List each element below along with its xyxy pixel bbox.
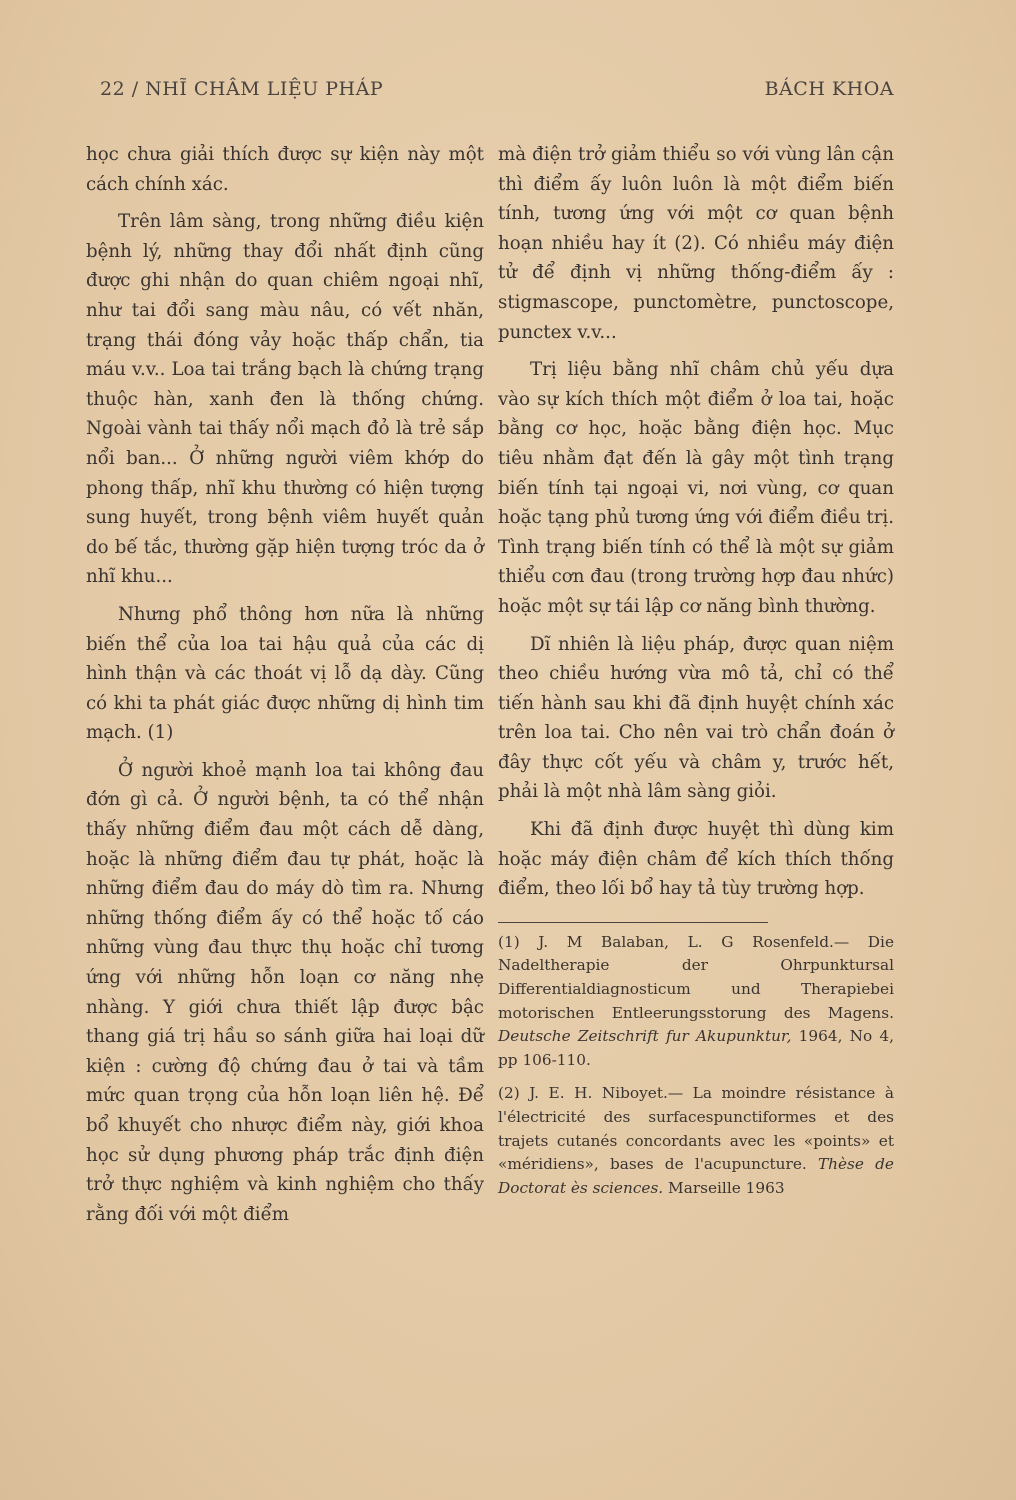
left-column [86, 140, 484, 1237]
left-paragraph-3: Nhưng phổ thông hơn nữa là những biến thể của loa tai hậu quả của các dị hình thận và các thoát vị lỗ dạ dày. Cũng có khi ta phát giác được những dị hình tim mạch. (1) [86, 603, 484, 744]
right-column [498, 140, 894, 1210]
footnote-1-tail: 1964, No 4, pp 106-110. [498, 1027, 894, 1069]
footnote-2 [498, 1082, 894, 1200]
footnote-2-text: (2) J. E. H. Niboyet.— La moindre résistance à l'électricité des surfacespunctiformes et des trajets cutanés concordants avec les «points» et «méridiens», bases de l'acupuncture. [498, 1084, 894, 1174]
footnote-2-tail: Marseille 1963 [668, 1178, 785, 1197]
footnote-1-text: (1) J. M Balaban, L. G Rosenfeld.— Die Nadeltherapie der Ohrpunktursal Differentialdiagnosticum und Therapiebei motorischen Entleerungsstorung des Magens. [498, 932, 894, 1022]
right-paragraph-3: Dĩ nhiên là liệu pháp, được quan niệm theo chiều hướng vừa mô tả, chỉ có thể tiến hành sau khi đã định huyệt chính xác trên loa tai. Cho nên vai trò chẩn đoán ở đây thực cốt yếu và châm y, trước hết, phải là một nhà lâm sàng giỏi. [498, 633, 894, 803]
footnote-1 [498, 931, 894, 1073]
left-paragraph-2: Trên lâm sàng, trong những điều kiện bệnh lý, những thay đổi nhất định cũng được ghi nhận do quan chiêm ngoại nhĩ, như tai đổi sang màu nâu, có vết nhăn, trạng thái đóng vảy hoặc thấp chẩn, tia máu v.v.. Loa tai trắng bạch là chứng trạng thuộc hàn, xanh đen là thống chứng. Ngoài vành tai thấy nổi mạch đỏ là trẻ sắp nổi ban... Ở những người viêm khớp do phong thấp, nhĩ khu thường có hiện tượng sung huyết, trong bệnh viêm huyết quản do bế tắc, thường gặp hiện tượng tróc da ở nhĩ khu... [86, 211, 484, 588]
right-paragraph-2: Trị liệu bằng nhĩ châm chủ yếu dựa vào sự kích thích một điểm ở loa tai, hoặc bằng cơ học, hoặc bằng điện học. Mục tiêu nhằm đạt đến là gây một tình trạng biến tính tại ngoại vi, nơi vùng, cơ quan hoặc tạng phủ tương ứng với điểm điều trị. Tình trạng biến tính có thể là một sự giảm thiểu cơn đau (trong trường hợp đau nhức) hoặc một sự tái lập cơ năng bình thường. [498, 359, 894, 617]
right-paragraph-4: Khi đã định được huyệt thì dùng kim hoặc máy điện châm để kích thích thống điểm, theo lối bổ hay tả tùy trường hợp. [498, 819, 894, 900]
left-paragraph-4: Ở người khoẻ mạnh loa tai không đau đớn gì cả. Ở người bệnh, ta có thể nhận thấy những điểm đau một cách dễ dàng, hoặc là những điểm đau tự phát, hoặc là những điểm đau do máy dò tìm ra. Nhưng những thống điểm ấy có thể hoặc tố cáo những vùng đau thực thụ hoặc chỉ tương ứng với những hỗn loạn cơ năng nhẹ nhàng. Y giới chưa thiết lập được bậc thang giá trị hầu so sánh giữa hai loại dữ kiện : cường độ chứng đau ở tai và tầm mức quan trọng của hỗn loạn liên hệ. Để bổ khuyết cho nhược điểm này, giới khoa học sử dụng phương pháp trắc định điện trở thực nghiệm và kinh nghiệm cho thấy rằng đối với một điểm [86, 759, 484, 1225]
header-left: 22 / NHĨ CHÂM LIỆU PHÁP [100, 78, 384, 100]
left-paragraph-1: học chưa giải thích được sự kiện này một cách chính xác. [86, 144, 484, 195]
footnote-2-source: Thèse de Doctorat ès sciences. [498, 1155, 894, 1197]
header-right: BÁCH KHOA [764, 78, 894, 100]
footnote-1-source: Deutsche Zeitschrift fur Akupunktur, [498, 1027, 792, 1046]
right-paragraph-1: mà điện trở giảm thiểu so với vùng lân cận thì điểm ấy luôn luôn là một điểm biến tính, tương ứng với một cơ quan bệnh hoạn nhiều hay ít (2). Có nhiều máy điện tử để định vị những thống-điểm ấy : stigmascope, punctomètre, punctoscope, punctex v.v... [498, 144, 894, 343]
running-head [100, 74, 894, 104]
footnote-divider [498, 922, 768, 923]
